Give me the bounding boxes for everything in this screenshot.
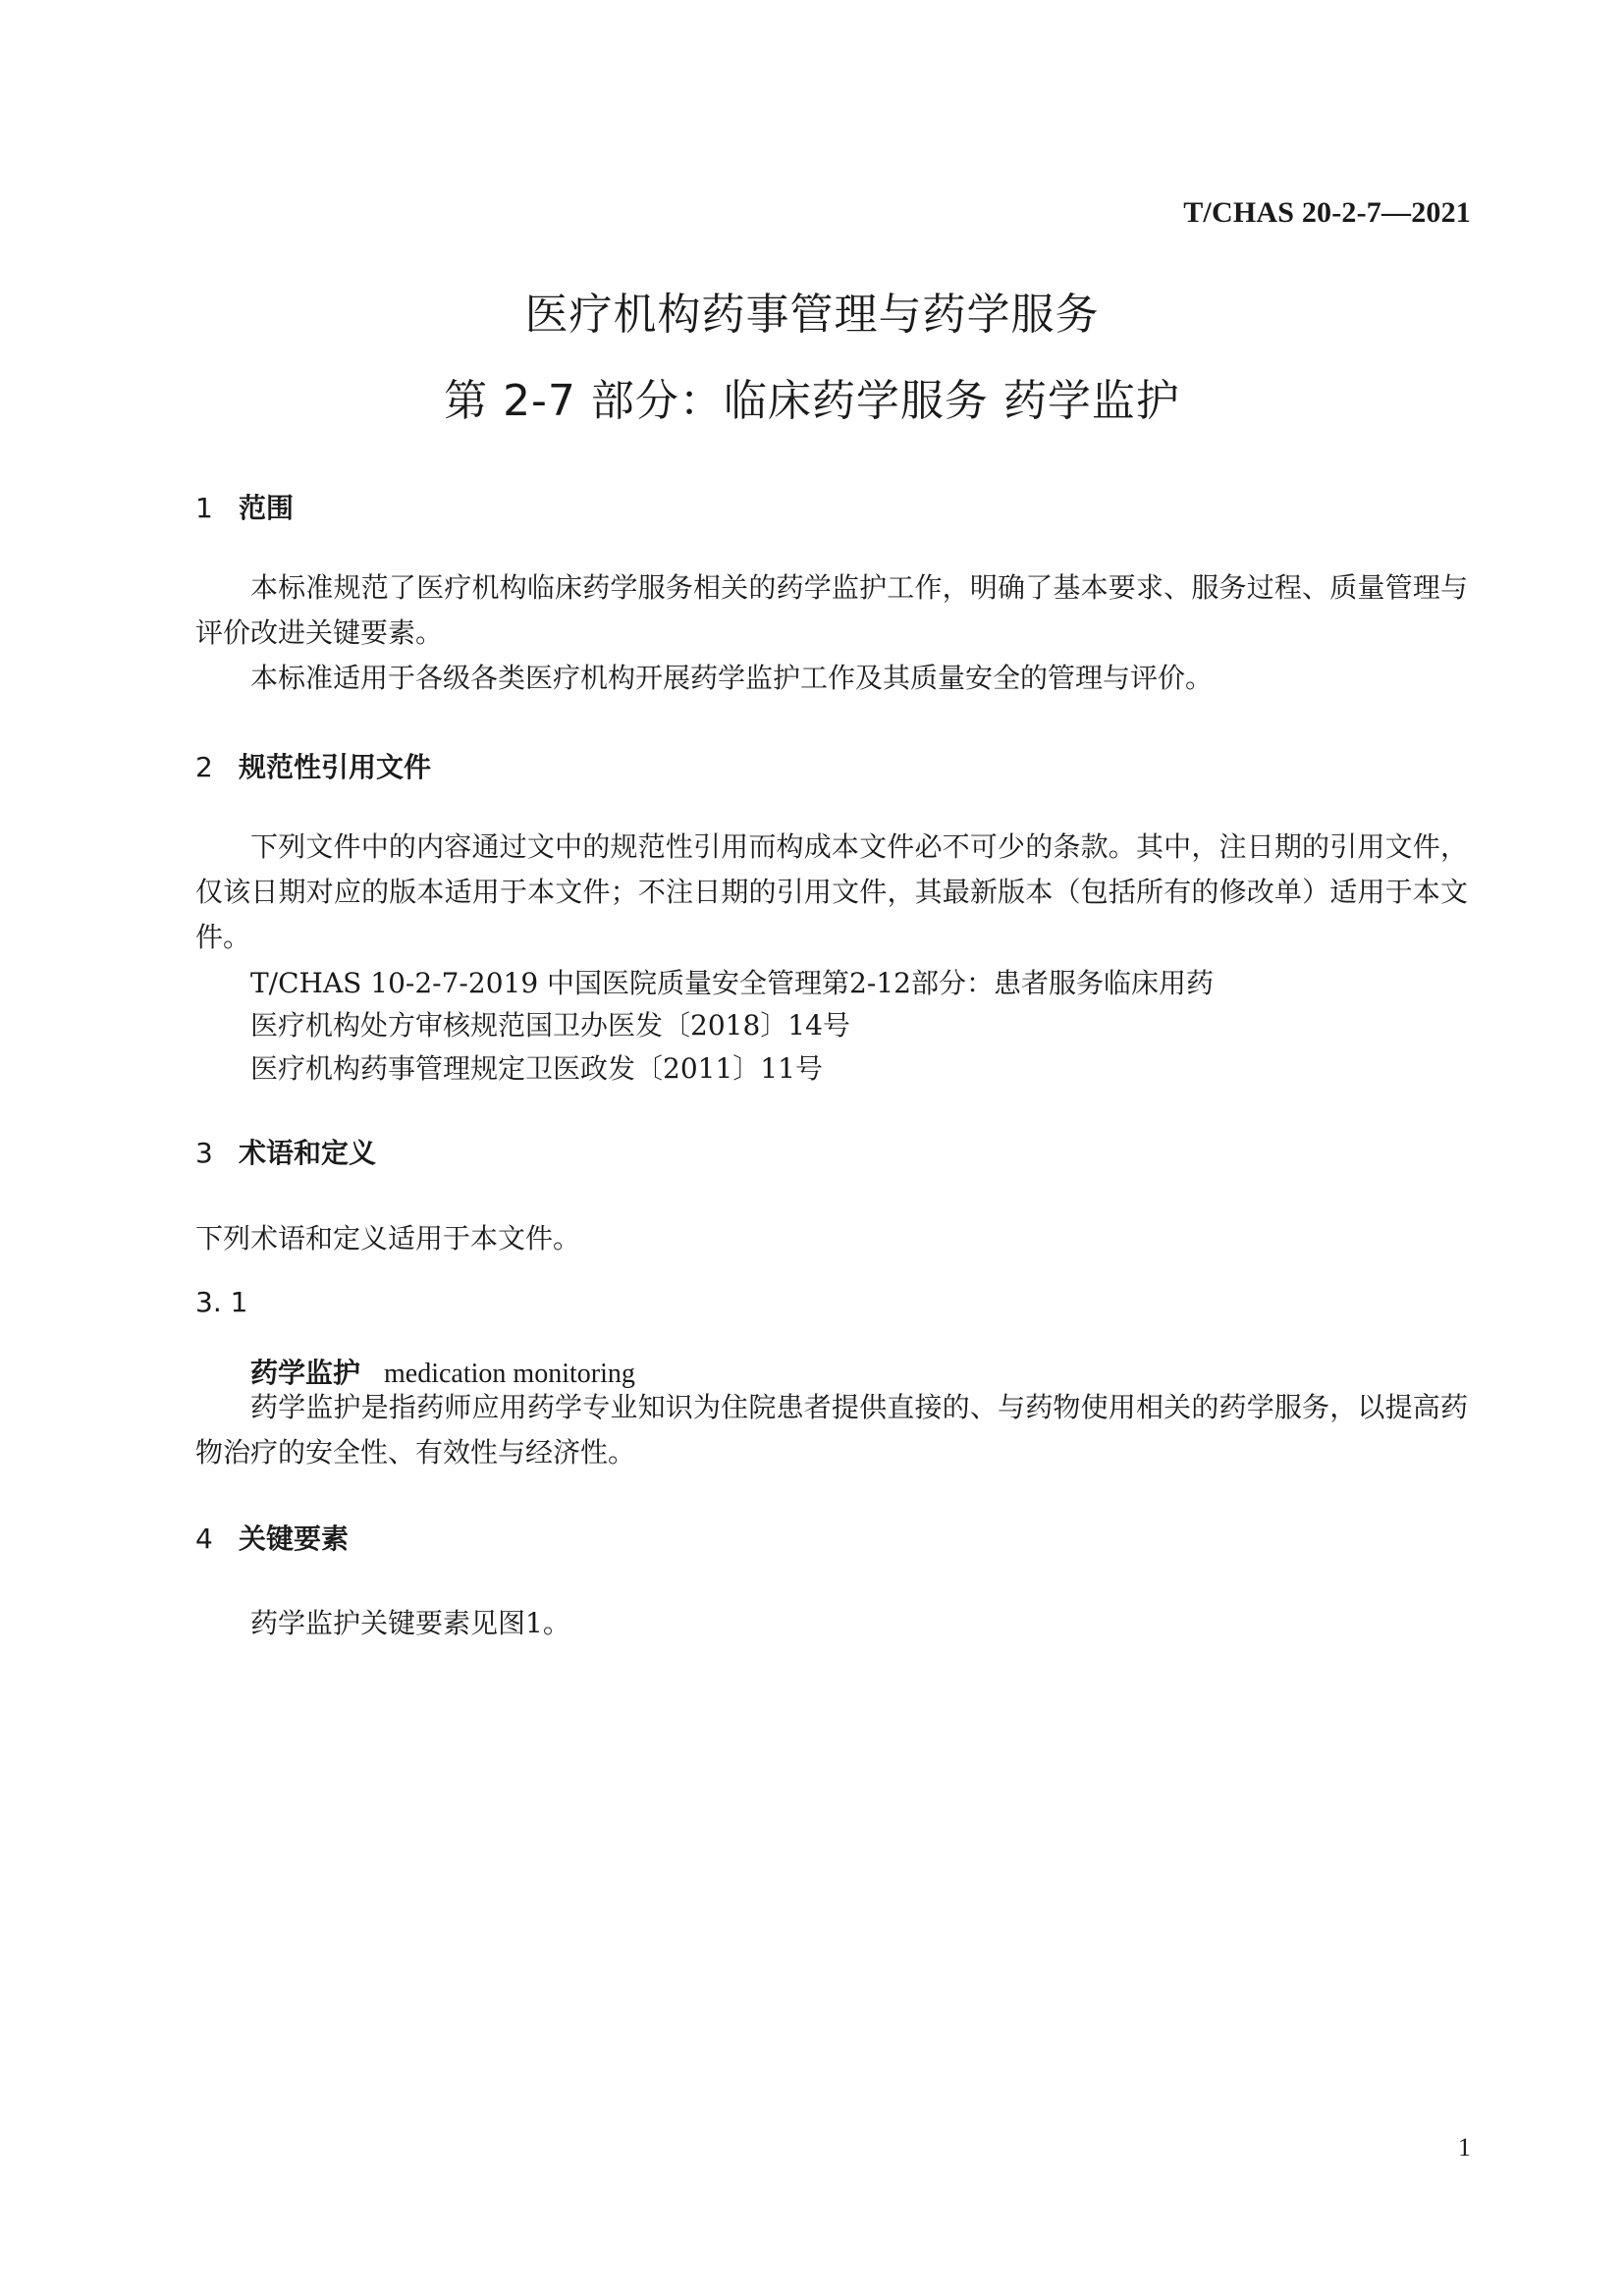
- section-number: 1: [195, 492, 213, 524]
- references-paragraph: 下列文件中的内容通过文中的规范性引用而构成本文件必不可少的条款。其中，注日期的引用文件，仅该日期对应的版本适用于本文件；不注日期的引用文件，其最新版本（包括所有的修改单）适用于本文件。: [195, 830, 1468, 953]
- page-number: 1: [1458, 2133, 1471, 2162]
- section-title: 关键要素: [239, 1522, 350, 1555]
- scope-paragraph: 本标准规范了医疗机构临床药学服务相关的药学监护工作，明确了基本要求、服务过程、质量管理与评价改进关键要素。: [195, 571, 1468, 649]
- section-heading-normative-references: [195, 746, 431, 785]
- section-title: 规范性引用文件: [239, 751, 432, 783]
- terms-intro: 下列术语和定义适用于本文件。: [195, 1222, 581, 1255]
- term-definition: 药学监护是指药师应用药学专业知识为住院患者提供直接的、与药物使用相关的药学服务，以提高药物治疗的安全性、有效性与经济性。: [195, 1391, 1468, 1468]
- standard-number: T/CHAS 20-2-7—2021: [1183, 196, 1471, 229]
- reference-item: 医疗机构药事管理规定卫医政发〔2011〕11号: [250, 1052, 823, 1085]
- term-english: medication monitoring: [384, 1359, 635, 1389]
- section-heading-key-elements: [195, 1518, 349, 1557]
- section-number: 4: [195, 1522, 213, 1555]
- reference-item: T/CHAS 10-2-7-2019 中国医院质量安全管理第2-12部分：患者服务临床用药: [250, 967, 1214, 999]
- scope-paragraph: 本标准适用于各级各类医疗机构开展药学监护工作及其质量安全的管理与评价。: [250, 662, 1214, 694]
- reference-item: 医疗机构处方审核规范国卫办医发〔2018〕14号: [250, 1009, 850, 1041]
- section-number: 3: [195, 1137, 213, 1169]
- section-title: 范围: [239, 492, 295, 524]
- subsection-number: 3. 1: [195, 1286, 248, 1318]
- term-chinese: 药学监护: [250, 1357, 361, 1389]
- document-subtitle: 第 2-7 部分：临床药学服务 药学监护: [444, 376, 1180, 426]
- section-heading-terms: [195, 1132, 376, 1171]
- section-title: 术语和定义: [239, 1137, 377, 1169]
- key-elements-paragraph: 药学监护关键要素见图1。: [250, 1607, 570, 1639]
- section-number: 2: [195, 751, 213, 783]
- document-title: 医疗机构药事管理与药学服务: [524, 290, 1100, 340]
- section-heading-scope: [195, 487, 294, 526]
